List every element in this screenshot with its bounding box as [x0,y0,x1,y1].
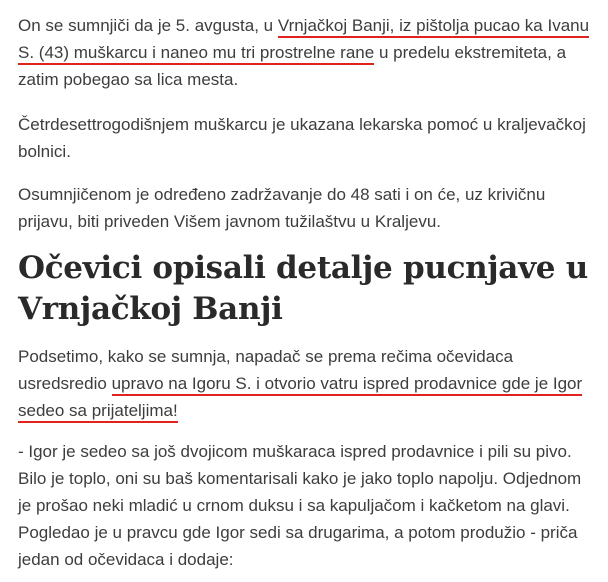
paragraph-2: Četrdesettrogodišnjem muškarcu je ukazana lekarska pomoć u kraljevačkoj bolnici. [18,115,586,161]
paragraph-1 [18,12,596,93]
paragraph-4-text-before: Podsetimo, kako se sumnja, napadač se prema rečima očevidaca usredsredio [18,347,514,393]
paragraph-5: - Igor je sedeo sa još dvojicom muškaraca ispred prodavnice i pili su pivo. Bilo je toplo, oni su baš komentarisali kako je jako toplo napolju. Odjednom je prošao neki mladić u crnom duksu i sa kapuljačom i kačketom na glavi. Pogledao je u pravcu gde Igor sedi sa drugarima, a potom produžio - priča jedan od očevidaca i dodaje: [18,442,582,569]
article-link-vrnjacka-banja[interactable]: Vrnjačkoj Banji, iz pištolja pucao ka Ivanu S. (43) muškarcu i naneo mu tri prostrelne rane [18,16,589,65]
paragraph-1-text-after: u predelu ekstremiteta, a zatim pobegao sa lica mesta. [18,43,567,89]
paragraph-3: Osumnjičenom je određeno zadržavanje do 48 sati i on će, uz krivičnu prijavu, biti priveden Višem javnom tužilaštvu u Kraljevu. [18,185,546,231]
paragraph-4 [18,343,596,424]
paragraph-1-text-before: On se sumnjiči da je 5. avgusta, u [18,16,278,35]
section-heading: Očevici opisali detalje pucnjave u Vrnjačkoj Banji [18,250,588,327]
article-link-igor[interactable]: upravo na Igoru S. i otvorio vatru ispred prodavnice gde je Igor sedeo sa prijateljima! [18,374,582,423]
